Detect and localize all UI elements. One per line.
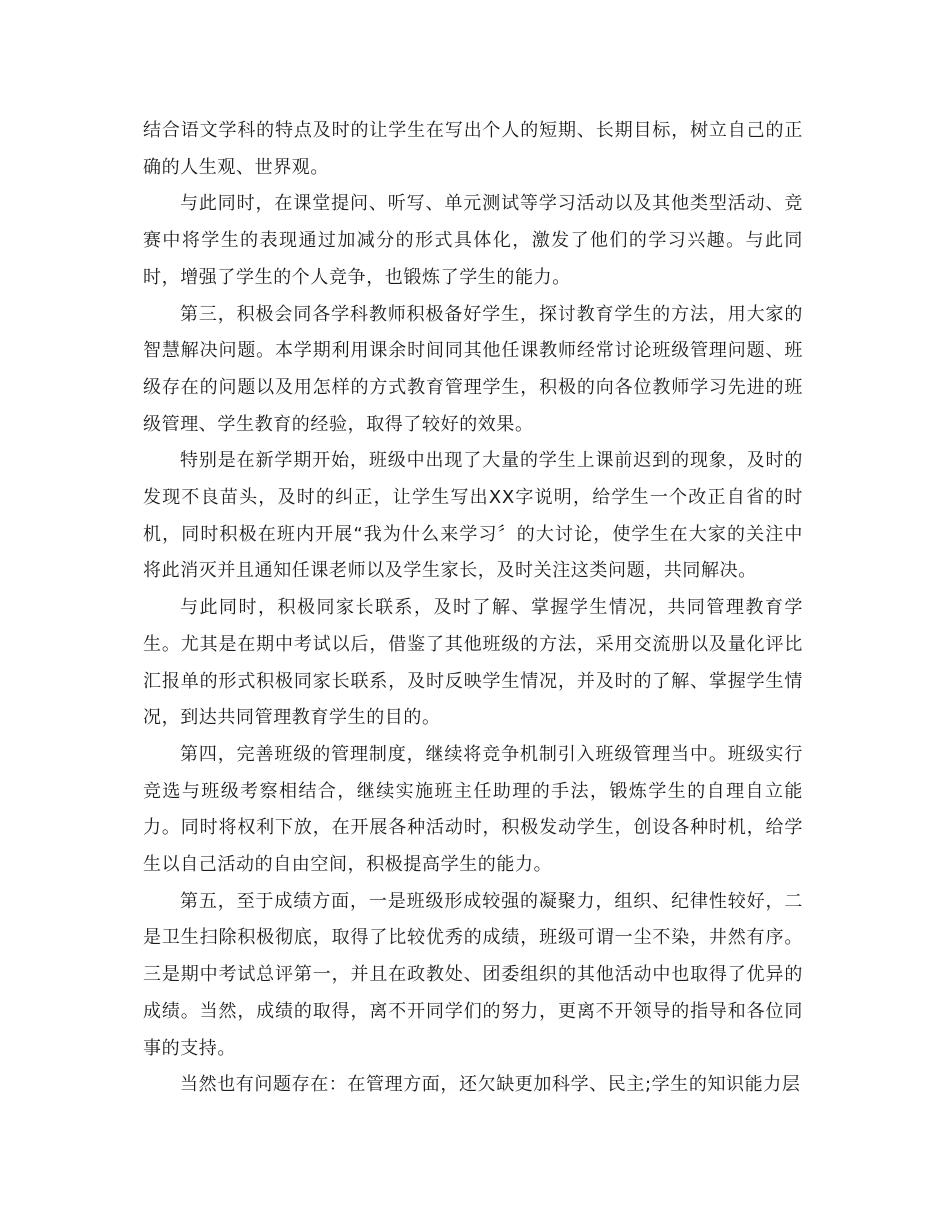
paragraph-4: 特别是在新学期开始，班级中出现了大量的学生上课前迟到的现象，及时的发现不良苗头，及时的纠正，让学生写出XX字说明，给学生一个改正自省的时机，同时积极在班内开展“我为什么来学习〞的大讨论，使学生在大家的关注中将此消灭并且通知任课老师以及学生家长，及时关注这类问题，共同解决。 [143, 450, 803, 582]
paragraph-6: 第四，完善班级的管理制度，继续将竞争机制引入班级管理当中。班级实行竞选与班级考察相结合，继续实施班主任助理的手法，锻炼学生的自理自立能力。同时将权利下放，在开展各种活动时，积极发动学生，创设各种时机，给学生以自己活动的自由空间，积极提高学生的能力。 [143, 743, 803, 876]
paragraph-5: 与此同时，积极同家长联系，及时了解、掌握学生情况，共同管理教育学生。尤其是在期中考试以后，借鉴了其他班级的方法，采用交流册以及量化评比汇报单的形式积极同家长联系，及时反映学生情况，并及时的了解、掌握学生情况，到达共同管理教育学生的目的。 [143, 597, 803, 729]
paragraph-1: 结合语文学科的特点及时的让学生在写出个人的短期、长期目标，树立自己的正确的人生观、世界观。 [143, 120, 803, 178]
paragraph-3: 第三，积极会同各学科教师积极备好学生，探讨教育学生的方法，用大家的智慧解决问题。本学期利用课余时间同其他任课教师经常讨论班级管理问题、班级存在的问题以及用怎样的方式教育管理学生，积极的向各位教师学习先进的班级管理、学生教育的经验，取得了较好的效果。 [143, 303, 803, 435]
document-body [143, 113, 803, 1104]
paragraph-8: 当然也有问题存在：在管理方面，还欠缺更加科学、民主;学生的知识能力层 [180, 1074, 801, 1096]
paragraph-7: 第五，至于成绩方面，一是班级形成较强的凝聚力，组织、纪律性较好，二是卫生扫除积极彻底，取得了比较优秀的成绩，班级可谓一尘不染，井然有序。三是期中考试总评第一，并且在政教处、团委组织的其他活动中也取得了优异的成绩。当然，成绩的取得，离不开同学们的努力，更离不开领导的指导和各位同事的支持。 [143, 890, 803, 1059]
paragraph-2: 与此同时，在课堂提问、听写、单元测试等学习活动以及其他类型活动、竞赛中将学生的表现通过加减分的形式具体化，激发了他们的学习兴趣。与此同时，增强了学生的个人竞争，也锻炼了学生的能力。 [143, 193, 803, 288]
